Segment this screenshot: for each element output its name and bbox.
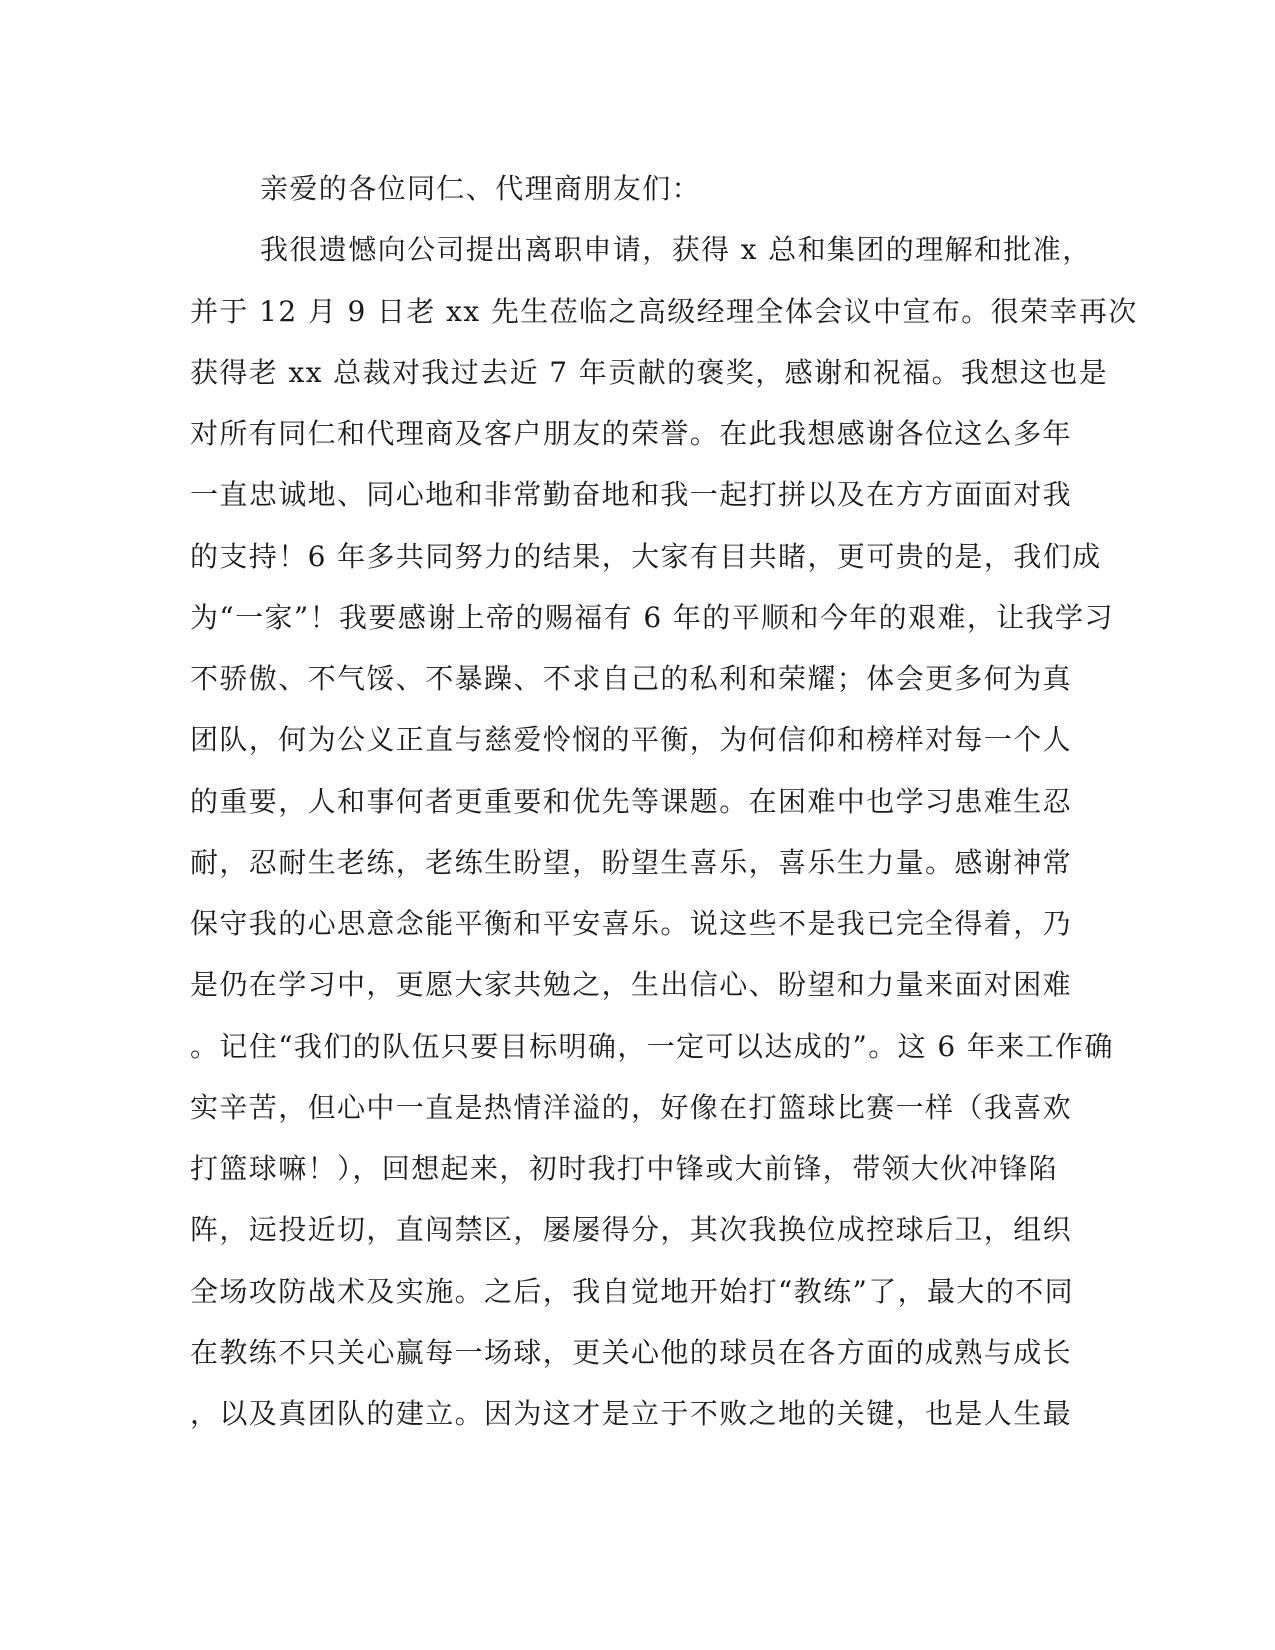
paragraph-line: 的支持！6 年多共同努力的结果，大家有目共睹，更可贵的是，我们成 — [190, 539, 1102, 573]
paragraph-line: 团队，何为公义正直与慈爱怜悯的平衡，为何信仰和榜样对每一个人 — [190, 723, 1073, 757]
paragraph-line: 并于 12 月 9 日老 xx 先生莅临之高级经理全体会议中宣布。很荣幸再次 — [190, 294, 1138, 328]
paragraph-line: 一直忠诚地、同心地和非常勤奋地和我一起打拼以及在方方面面对我 — [190, 478, 1073, 512]
paragraph-line: 获得老 xx 总裁对我过去近 7 年贡献的褒奖，感谢和祝福。我想这也是 — [190, 355, 1109, 389]
paragraph-line: 我很遗憾向公司提出离职申请，获得 x 总和集团的理解和批准， — [260, 233, 1092, 267]
letter-body — [190, 169, 1138, 1455]
paragraph-line: 实辛苦，但心中一直是热情洋溢的，好像在打篮球比赛一样（我喜欢 — [190, 1090, 1073, 1124]
paragraph-line: 阵，远投近切，直闯禁区，屡屡得分，其次我换位成控球后卫，组织 — [190, 1213, 1073, 1247]
paragraph-line: 对所有同仁和代理商及客户朋友的荣誉。在此我想感谢各位这么多年 — [190, 417, 1073, 450]
paragraph-line: 在教练不只关心赢每一场球，更关心他的球员在各方面的成熟与成长 — [190, 1335, 1073, 1369]
paragraph-line: 不骄傲、不气馁、不暴躁、不求自己的私利和荣耀；体会更多何为真 — [190, 662, 1073, 695]
paragraph-line: 打篮球嘛！），回想起来，初时我打中锋或大前锋，带领大伙冲锋陷 — [190, 1152, 1059, 1185]
paragraph-line: 全场攻防战术及实施。之后，我自觉地开始打“教练”了，最大的不同 — [190, 1274, 1075, 1308]
paragraph-line: 的重要，人和事何者更重要和优先等课题。在困难中也学习患难生忍 — [190, 784, 1073, 818]
paragraph-line: 为“一家”！我要感谢上帝的赐福有 6 年的平顺和今年的艰难，让我学习 — [190, 600, 1114, 634]
paragraph-line: ，以及真团队的建立。因为这才是立于不败之地的关键，也是人生最 — [190, 1397, 1073, 1430]
paragraph-line: 是仍在学习中，更愿大家共勉之，生出信心、盼望和力量来面对困难 — [190, 968, 1073, 1002]
salutation: 亲爱的各位同仁、代理商朋友们： — [260, 172, 702, 205]
paragraph-line: 耐，忍耐生老练，老练生盼望，盼望生喜乐，喜乐生力量。感谢神常 — [190, 845, 1073, 879]
paragraph-line: 保守我的心思意念能平衡和平安喜乐。说这些不是我已完全得着，乃 — [190, 907, 1073, 940]
paragraph-line: 。记住“我们的队伍只要目标明确，一定可以达成的”。这 6 年来工作确 — [190, 1029, 1114, 1063]
